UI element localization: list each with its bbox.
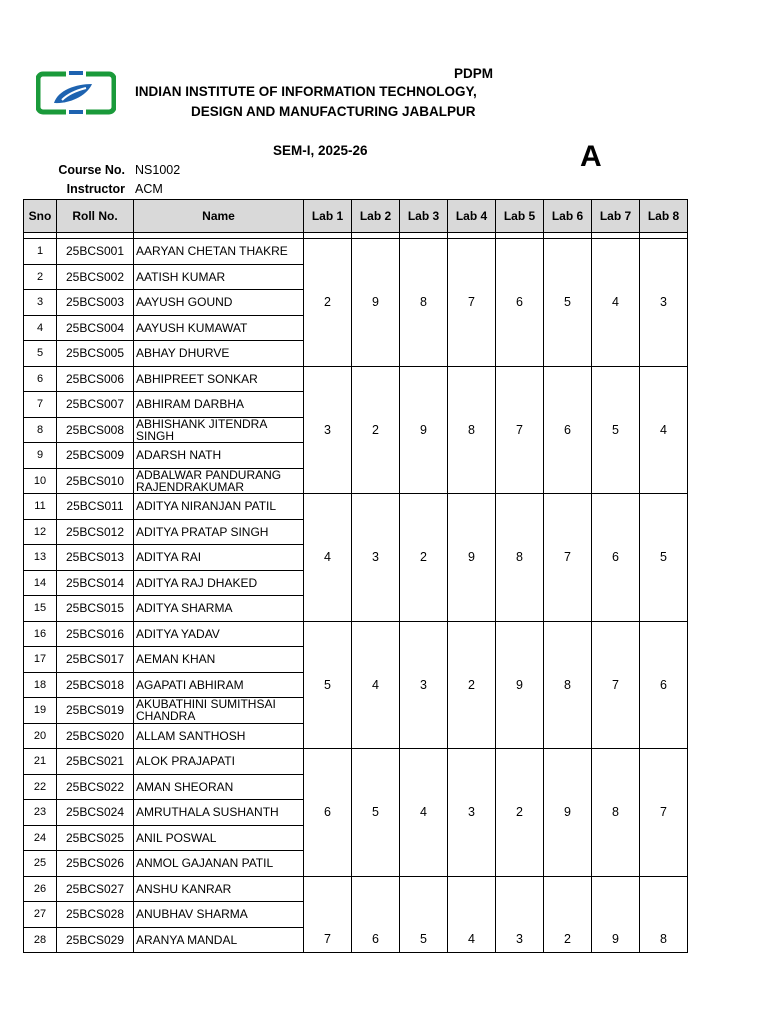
lab-4-cell: 3 [448,749,496,877]
lab-4-cell: 2 [448,621,496,749]
sno-cell: 16 [24,621,57,647]
table-row [24,239,688,265]
lab-2-cell: 3 [352,494,400,622]
name-cell: AARYAN CHETAN THAKRE [134,239,304,265]
lab-8-cell: 5 [640,494,688,622]
sno-cell: 22 [24,774,57,800]
lab-7-cell: 5 [592,366,640,494]
sno-cell: 10 [24,468,57,494]
name-cell: AATISH KUMAR [134,264,304,290]
roll-no-cell: 25BCS026 [57,851,134,877]
roll-no-cell: 25BCS020 [57,723,134,749]
sno-cell: 3 [24,290,57,316]
roll-no-cell: 25BCS025 [57,825,134,851]
name-cell: AEMAN KHAN [134,647,304,673]
roll-no-cell: 25BCS027 [57,876,134,902]
name-cell: AMRUTHALA SUSHANTH [134,800,304,826]
roll-no-cell: 25BCS005 [57,341,134,367]
lab-3-cell: 3 [400,621,448,749]
roll-no-cell: 25BCS028 [57,902,134,928]
lab-7-cell: 9 [592,876,640,953]
name-cell: AGAPATI ABHIRAM [134,672,304,698]
course-no-label: Course No. [58,163,125,177]
lab-8-cell: 8 [640,876,688,953]
lab-7-cell: 8 [592,749,640,877]
name-cell: ADITYA NIRANJAN PATIL [134,494,304,520]
sno-cell: 28 [24,927,57,953]
sno-cell: 7 [24,392,57,418]
sno-cell: 8 [24,417,57,443]
sno-cell: 2 [24,264,57,290]
table-row [24,366,688,392]
column-header: Lab 6 [544,200,592,233]
lab-2-cell: 2 [352,366,400,494]
name-cell: ADBALWAR PANDURANG RAJENDRAKUMAR [134,468,304,494]
sno-cell: 9 [24,443,57,469]
name-cell: ANSHU KANRAR [134,876,304,902]
lab-6-cell: 9 [544,749,592,877]
sno-cell: 23 [24,800,57,826]
column-header: Lab 3 [400,200,448,233]
column-header: Lab 1 [304,200,352,233]
sno-cell: 21 [24,749,57,775]
sno-cell: 11 [24,494,57,520]
roll-no-cell: 25BCS022 [57,774,134,800]
column-header: Lab 7 [592,200,640,233]
sno-cell: 5 [24,341,57,367]
roll-no-cell: 25BCS003 [57,290,134,316]
lab-4-cell: 9 [448,494,496,622]
roll-no-cell: 25BCS017 [57,647,134,673]
lab-3-cell: 2 [400,494,448,622]
name-cell: ANMOL GAJANAN PATIL [134,851,304,877]
lab-allocation-table [23,199,688,953]
institute-name-line2: DESIGN AND MANUFACTURING JABALPUR [191,104,476,119]
column-header: Roll No. [57,200,134,233]
name-cell: ADITYA PRATAP SINGH [134,519,304,545]
section-letter: A [580,140,602,173]
name-cell: ABHIRAM DARBHA [134,392,304,418]
lab-2-cell: 6 [352,876,400,953]
lab-5-cell: 7 [496,366,544,494]
table-row [24,876,688,902]
lab-2-cell: 9 [352,239,400,367]
column-header: Sno [24,200,57,233]
sno-cell: 12 [24,519,57,545]
lab-7-cell: 7 [592,621,640,749]
lab-6-cell: 8 [544,621,592,749]
roll-no-cell: 25BCS008 [57,417,134,443]
sno-cell: 14 [24,570,57,596]
sno-cell: 25 [24,851,57,877]
column-header: Lab 8 [640,200,688,233]
lab-8-cell: 7 [640,749,688,877]
lab-1-cell: 6 [304,749,352,877]
lab-4-cell: 8 [448,366,496,494]
roll-no-cell: 25BCS010 [57,468,134,494]
table-row [24,621,688,647]
roll-no-cell: 25BCS013 [57,545,134,571]
sno-cell: 6 [24,366,57,392]
column-header: Lab 5 [496,200,544,233]
roll-no-cell: 25BCS002 [57,264,134,290]
lab-4-cell: 7 [448,239,496,367]
lab-2-cell: 4 [352,621,400,749]
lab-1-cell: 4 [304,494,352,622]
column-header: Lab 2 [352,200,400,233]
lab-5-cell: 9 [496,621,544,749]
name-cell: ANIL POSWAL [134,825,304,851]
roll-no-cell: 25BCS014 [57,570,134,596]
roll-no-cell: 25BCS018 [57,672,134,698]
name-cell: ADITYA RAJ DHAKED [134,570,304,596]
lab-1-cell: 2 [304,239,352,367]
sno-cell: 15 [24,596,57,622]
course-code: PDPM [454,66,494,81]
sno-cell: 27 [24,902,57,928]
institute-name-line1: INDIAN INSTITUTE OF INFORMATION TECHNOLOGY, [135,84,477,99]
lab-8-cell: 4 [640,366,688,494]
instructor-label: Instructor [66,182,125,196]
sno-cell: 19 [24,698,57,724]
roll-no-cell: 25BCS001 [57,239,134,265]
lab-1-cell: 5 [304,621,352,749]
lab-8-cell: 3 [640,239,688,367]
lab-5-cell: 8 [496,494,544,622]
lab-3-cell: 8 [400,239,448,367]
roll-no-cell: 25BCS016 [57,621,134,647]
name-cell: ANUBHAV SHARMA [134,902,304,928]
roll-no-cell: 25BCS024 [57,800,134,826]
name-cell: ADITYA SHARMA [134,596,304,622]
lab-1-cell: 7 [304,876,352,953]
sno-cell: 20 [24,723,57,749]
roll-no-cell: 25BCS021 [57,749,134,775]
column-header: Name [134,200,304,233]
lab-5-cell: 6 [496,239,544,367]
lab-4-cell: 4 [448,876,496,953]
name-cell: AAYUSH GOUND [134,290,304,316]
name-cell: AMAN SHEORAN [134,774,304,800]
sno-cell: 24 [24,825,57,851]
lab-1-cell: 3 [304,366,352,494]
lab-7-cell: 4 [592,239,640,367]
column-header: Lab 4 [448,200,496,233]
roll-no-cell: 25BCS012 [57,519,134,545]
lab-5-cell: 2 [496,749,544,877]
sno-cell: 26 [24,876,57,902]
instructor-value: ACM [135,182,163,196]
name-cell: ADITYA YADAV [134,621,304,647]
sno-cell: 17 [24,647,57,673]
roll-no-cell: 25BCS006 [57,366,134,392]
name-cell: AKUBATHINI SUMITHSAI CHANDRA [134,698,304,724]
lab-3-cell: 9 [400,366,448,494]
iiitdmj-logo-icon [36,70,116,115]
table-row [24,494,688,520]
roll-no-cell: 25BCS015 [57,596,134,622]
lab-6-cell: 5 [544,239,592,367]
lab-3-cell: 5 [400,876,448,953]
table-row [24,749,688,775]
course-no-value: NS1002 [135,163,181,177]
lab-5-cell: 3 [496,876,544,953]
name-cell: ALOK PRAJAPATI [134,749,304,775]
lab-7-cell: 6 [592,494,640,622]
sno-cell: 18 [24,672,57,698]
name-cell: ABHAY DHURVE [134,341,304,367]
name-cell: ADARSH NATH [134,443,304,469]
roll-no-cell: 25BCS011 [57,494,134,520]
roll-no-cell: 25BCS029 [57,927,134,953]
name-cell: ABHIPREET SONKAR [134,366,304,392]
semester-label: SEM-I, 2025-26 [273,143,368,158]
name-cell: ARANYA MANDAL [134,927,304,953]
table-header-row [24,200,688,233]
sno-cell: 1 [24,239,57,265]
name-cell: ALLAM SANTHOSH [134,723,304,749]
lab-6-cell: 7 [544,494,592,622]
sno-cell: 13 [24,545,57,571]
name-cell: ADITYA RAI [134,545,304,571]
name-cell: ABHISHANK JITENDRA SINGH [134,417,304,443]
sno-cell: 4 [24,315,57,341]
name-cell: AAYUSH KUMAWAT [134,315,304,341]
roll-no-cell: 25BCS007 [57,392,134,418]
lab-2-cell: 5 [352,749,400,877]
lab-8-cell: 6 [640,621,688,749]
lab-3-cell: 4 [400,749,448,877]
lab-6-cell: 6 [544,366,592,494]
roll-no-cell: 25BCS019 [57,698,134,724]
lab-6-cell: 2 [544,876,592,953]
roll-no-cell: 25BCS009 [57,443,134,469]
roll-no-cell: 25BCS004 [57,315,134,341]
